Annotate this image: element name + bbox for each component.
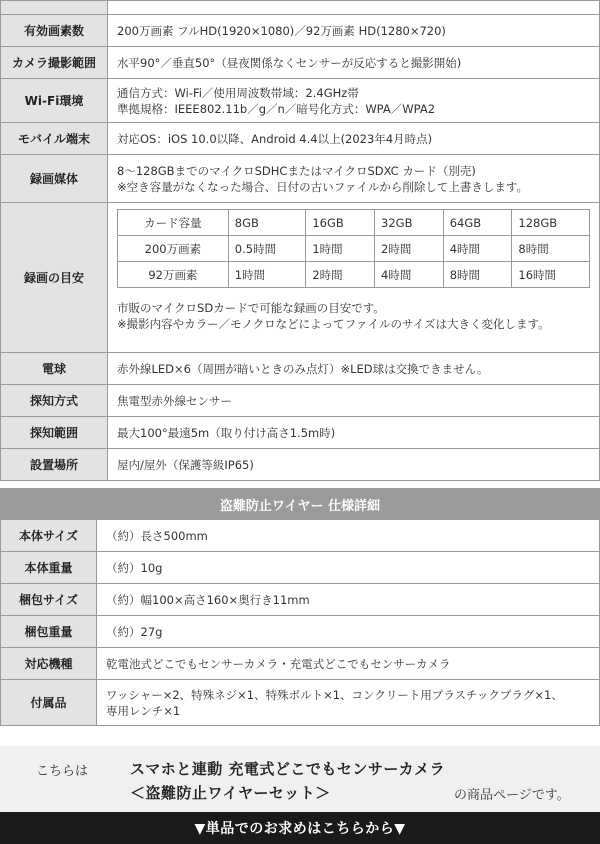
spec-row-recording-guide — [0, 203, 600, 353]
spec-value — [97, 648, 600, 679]
spec-value-text: 専用レンチ×1 — [106, 703, 181, 718]
spec-value-text: 200万画素 フルHD(1920×1080)／92万画素 HD(1280×720) — [117, 23, 446, 38]
spec-label: 探知範囲 — [0, 417, 108, 448]
spec-value-text: ※空き容量がなくなった場合、日付の古いファイルから削除して上書きします。 — [117, 179, 528, 194]
table-cell: 1時間 — [228, 262, 306, 288]
spec-value — [97, 552, 600, 583]
table-cell: カード容量 — [118, 210, 229, 236]
spec-row-resolution — [0, 15, 600, 47]
spec-row-media — [0, 155, 600, 203]
notice-suffix: の商品ページです。 — [454, 788, 570, 803]
spec-row — [0, 584, 600, 616]
spec-value — [108, 449, 600, 480]
spec-label: 梱包重量 — [0, 616, 97, 647]
spec-row-bulb — [0, 353, 600, 385]
spec-value-text: 乾電池式どこでもセンサーカメラ・充電式どこでもセンサーカメラ — [106, 656, 451, 671]
spec-label: 梱包サイズ — [0, 584, 97, 615]
spec-value-text: 最大100°最遠5m（取り付け高さ1.5m時) — [117, 425, 336, 440]
table-cell: 1時間 — [306, 236, 375, 262]
single-item-link-button[interactable]: ▼単品でのお求めはこちらから▼ — [0, 812, 600, 844]
spec-row-wifi — [0, 79, 600, 123]
table-cell: 16時間 — [512, 262, 590, 288]
spec-value — [108, 417, 600, 448]
spec-note: ※撮影内容やカラー／モノクロなどによってファイルのサイズは大きく変化します。 — [117, 317, 550, 331]
spec-label: 付属品 — [0, 680, 97, 725]
spec-value-text: 屋内/屋外（保護等級IP65) — [117, 457, 254, 472]
spec-label: 録画媒体 — [0, 155, 108, 202]
spec-row-range — [0, 47, 600, 79]
spec-label: 本体重量 — [0, 552, 97, 583]
spec-label: 探知方式 — [0, 385, 108, 416]
spec-value — [108, 353, 600, 384]
spec-label: モバイル端末 — [0, 123, 108, 154]
spec-label: 対応機種 — [0, 648, 97, 679]
spec-label: 設置場所 — [0, 449, 108, 480]
spec-label — [0, 1, 108, 14]
spec-value-text: 通信方式：Wi-Fi／使用周波数帯域：2.4GHz帯 — [117, 85, 359, 100]
product-page-notice — [0, 746, 600, 812]
table-row — [118, 236, 590, 262]
table-header-row — [118, 210, 590, 236]
spec-value — [108, 123, 600, 154]
table-cell: 0.5時間 — [228, 236, 306, 262]
wire-spec-table — [0, 520, 600, 726]
spec-value-text: （約）10g — [106, 560, 163, 575]
spec-value — [97, 520, 600, 551]
spec-value — [97, 584, 600, 615]
spec-row — [0, 648, 600, 680]
spec-value — [108, 385, 600, 416]
spec-value-text: 対応OS：iOS 10.0以降、Android 4.4以上(2023年4月時点) — [117, 131, 433, 146]
spec-value-text: ワッシャー×2、特殊ネジ×1、特殊ボルト×1、コンクリート用プラスチックプラグ×1、 — [106, 687, 563, 702]
spec-label: 有効画素数 — [0, 15, 108, 46]
recording-time-table — [117, 209, 590, 288]
spec-row-mobile — [0, 123, 600, 155]
spec-label: 録画の目安 — [0, 203, 108, 352]
table-cell: 8時間 — [443, 262, 512, 288]
spec-value-text: （約）長さ500mm — [106, 528, 208, 543]
spec-row-cut — [0, 1, 600, 15]
spec-row — [0, 552, 600, 584]
spec-label: Wi-Fi環境 — [0, 79, 108, 122]
spec-label: カメラ撮影範囲 — [0, 47, 108, 78]
table-cell: 4時間 — [443, 236, 512, 262]
table-cell: 4時間 — [375, 262, 444, 288]
spec-value-text: 準拠規格：IEEE802.11b／g／n／暗号化方式：WPA／WPA2 — [117, 101, 436, 116]
spec-value — [97, 616, 600, 647]
spec-row-detect-range — [0, 417, 600, 449]
spec-value-text: 水平90°／垂直50°（昼夜関係なくセンサーが反応すると撮影開始) — [117, 55, 462, 70]
table-row — [118, 262, 590, 288]
spec-value — [108, 15, 600, 46]
spec-value — [108, 203, 600, 352]
spec-row-place — [0, 449, 600, 481]
table-cell: 8時間 — [512, 236, 590, 262]
table-cell: 92万画素 — [118, 262, 229, 288]
table-cell: 64GB — [443, 210, 512, 236]
spec-row-accessory — [0, 680, 600, 726]
product-title-line1: スマホと連動 充電式どこでもセンサーカメラ — [130, 760, 446, 778]
spec-row — [0, 616, 600, 648]
spec-row — [0, 520, 600, 552]
notice-prefix: こちらは — [36, 764, 89, 779]
spec-value — [108, 1, 600, 14]
spec-note: 市販のマイクロSDカードで可能な録画の目安です。 — [117, 301, 385, 315]
spec-value — [108, 47, 600, 78]
table-cell: 16GB — [306, 210, 375, 236]
spec-value-text: 8～128GBまでのマイクロSDHCまたはマイクロSDXC カード（別売) — [117, 163, 476, 178]
spec-value-text: 焦電型赤外線センサー — [117, 393, 232, 408]
product-title-line2: ＜盗難防止ワイヤーセット＞ — [130, 784, 331, 802]
table-cell: 2時間 — [375, 236, 444, 262]
spec-value-text: （約）幅100×高さ160×奥行き11mm — [106, 592, 310, 607]
spec-value-text: 赤外線LED×6（周囲が暗いときのみ点灯）※LED球は交換できません。 — [117, 361, 489, 376]
table-cell: 128GB — [512, 210, 590, 236]
table-cell: 200万画素 — [118, 236, 229, 262]
spec-value-text: （約）27g — [106, 624, 163, 639]
spec-value — [108, 79, 600, 122]
table-cell: 2時間 — [306, 262, 375, 288]
spec-row-detect-method — [0, 385, 600, 417]
spec-label: 電球 — [0, 353, 108, 384]
spec-value — [97, 680, 600, 725]
spec-value — [108, 155, 600, 202]
table-cell: 32GB — [375, 210, 444, 236]
table-cell: 8GB — [228, 210, 306, 236]
spec-label: 本体サイズ — [0, 520, 97, 551]
wire-spec-title: 盗難防止ワイヤー 仕様詳細 — [0, 488, 600, 520]
